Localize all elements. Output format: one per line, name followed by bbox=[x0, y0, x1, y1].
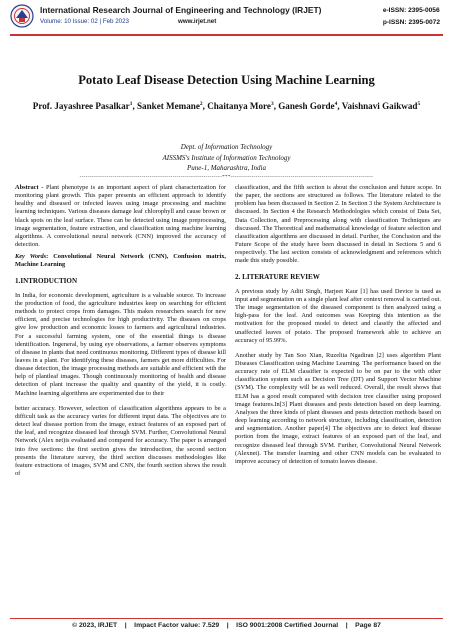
intro-heading: 1.INTRODUCTION bbox=[15, 276, 78, 285]
section-divider: ---------------------------------------------------------------------***--------------------------------------------------------------------- bbox=[79, 175, 374, 180]
author-separator: , bbox=[202, 101, 208, 112]
volume-text: Volume: 10 Issue: 02 | Feb 2023 bbox=[40, 18, 129, 25]
p-issn: p-ISSN: 2395-0072 bbox=[382, 19, 440, 26]
issn-block bbox=[383, 5, 440, 29]
literature-paragraph: A previous study by Aditi Singh, Harjeet Kaur [1] has used Device is used as input and segmentation on a single plant leaf after context removal is carried out. The image segmentation of the diseased component is then analyzed using a high-pass for the leaf. And outcomes was Keeping this intention as the motivation for the proposed model to detect and classify the affected and unaffected leaves of potato. The proposed framework able to achieve an accuracy of 95.99%. bbox=[235, 287, 441, 344]
author-list bbox=[30, 96, 423, 115]
author-separator: , bbox=[273, 101, 279, 112]
journal-website-link[interactable]: www.irjet.net bbox=[178, 18, 217, 25]
intro-paragraph: better accuracy. However, selection of classification algorithms appears to be a difficult task as the accuracy varies for different input data. The objectives are to detect leaf disease portion from the image, extract features of an exposed part of the leaf, and recognize diseased leaf through SVM. Further, Convolutional Neural Network (Alex net)is evaluated and compared for accuracy. The paper is arranged into five sections: the first section gives the introduction, the second section presents the literature survey, the third section discusses methodologies like feature extractions of images, SVM and CNN, the fourth section shows the result of bbox=[15, 404, 226, 477]
affiliation bbox=[0, 142, 453, 174]
affiliation-line: AISSMS's Institute of Information Technology bbox=[162, 153, 291, 162]
footer-divider bbox=[10, 618, 443, 619]
literature-paragraph: Another study by Tan Soo Xian, Ruzelita Ngadiran [2] uses algorithm Plant Diseases Classification using Machine Learning. The performance based on the accuracy rate of ELM classifier is expected to be on par to the with other classification system such as Decision Tree (DT) and Support Vector Machine (SVM). The complexity will be as well reduced. Overall, the result shows that ELM has a good result compared with decision tree classifier using proposed image features.In[3] Plant diseases and pests detection based on deep learning. Analyses the three kinds of plant diseases and pests detection methods based on deep learning according to network structure, including classification, detection and segmentation. Another paper[4] The objectives are to detect leaf disease portion from the image, extract features of an exposed part of the leaf, and recognize diseased leaf through SVM. Further, Convolutional Neural Network (Alexnet). The transfer learning and other CNN models can be evaluated to improve accuracy of detection of tomato leaves disease. bbox=[235, 351, 441, 465]
intro-paragraph-continued: classification, and the fifth section is about the conclusion and future scope. In the paper, the sections are structured as follows. The literature related to the problem has been discussed in Section 2. In Section 3 the System Architecture is discussed. In Section 4 the Research Methodologies which consist of Data Set, Data Collection, and Preprocessing along with classification Techniques are discussed. The Theoretical and mathematical knowledge of feature selection and classification algorithms are discussed in detail. Further, the Conclusion and the Future Scope of the study have been discussed in detail in Sections 5 and 6 respectively. The last section consists of acknowledgment and references which made this study possible. bbox=[235, 184, 441, 265]
affiliation-line: Pune-1, Maharashtra, India bbox=[187, 164, 266, 172]
author-affil-number: 2 bbox=[199, 101, 203, 107]
abstract-body: Plant phenotype is an important aspect of plant characterization for monitoring plant growth. This paper presents an efficient approach to identify healthy and diseased or infected leaves using image processing and machine learning techniques. Various diseases damage leaf chlorophyll and cause brown or black spots on the leaf surface. These can be detected using image preprocessing, image segmentation, feature extraction, and classification using machine learning algorithms. A convolutional neural network (CNN) improved the accuracy of detection. bbox=[15, 184, 226, 249]
author-name: Vaishnavi Gaikwad bbox=[341, 101, 418, 112]
abstract-label: Abstract - bbox=[15, 184, 47, 191]
header-divider bbox=[10, 34, 443, 36]
irjet-logo-icon bbox=[10, 4, 34, 28]
left-column bbox=[15, 184, 226, 478]
volume-issue bbox=[40, 18, 217, 25]
author-name: Prof. Jayashree Pasalkar bbox=[32, 101, 130, 112]
author-name: Sanket Memane bbox=[136, 101, 200, 112]
author-affil-number: 3 bbox=[270, 101, 274, 107]
journal-header bbox=[0, 0, 453, 34]
e-issn: e-ISSN: 2395-0056 bbox=[382, 7, 440, 14]
journal-name: International Research Journal of Engineering and Technology (IRJET) bbox=[40, 5, 322, 15]
page-footer: © 2023, IRJET | Impact Factor value: 7.529 | ISO 9001:2008 Certified Journal | Page 87 bbox=[72, 622, 381, 629]
right-column bbox=[235, 184, 441, 466]
author-name: Ganesh Gorde bbox=[278, 101, 335, 112]
paper-title: Potato Leaf Disease Detection Using Machine Learning bbox=[78, 73, 375, 87]
author-affil-number: 5 bbox=[417, 101, 421, 107]
author-name: Chaitanya More bbox=[207, 101, 271, 112]
abstract bbox=[15, 184, 226, 249]
affiliation-line: Dept. of Information Technology bbox=[180, 143, 273, 151]
author-separator: , bbox=[337, 101, 342, 112]
author-affil-number: 4 bbox=[334, 101, 338, 107]
keywords bbox=[15, 253, 226, 269]
literature-heading: 2. LITERATURE REVIEW bbox=[235, 272, 320, 281]
author-affil-number: 1 bbox=[129, 101, 133, 107]
keywords-list: : Convolutional Neural Network (CNN), Confusion matrix, Machine Learning bbox=[15, 253, 226, 269]
author-separator: , bbox=[132, 101, 137, 112]
intro-paragraph: In India, for economic development, agriculture is a valuable source. To increase the production of food, the agriculture industries keep on searching for efficient methods to protect crops from damages. This makes researchers search for new efficient, and precise technologies for high productivity. The diseases on crops give low production and economic losses to farmers and agricultural industries. For a successful farming system, one of the essential things is disease identification. Ingeneral, by using eye observations, a farmer observes symptoms of disease in plants that need continuous monitoring. Different types of disease kill leaves in a plant. For identifying these diseases, farmers get more difficulties. For disease detection, the image processing methods are suitable and efficient with the help of plantleaf images. Though continuously monitoring of health and disease detection of plant increase the quality and quantity of the yield, it is costly. Machine learning algorithms are experimented due to their bbox=[15, 291, 226, 397]
keywords-label: Key Words bbox=[15, 253, 47, 261]
